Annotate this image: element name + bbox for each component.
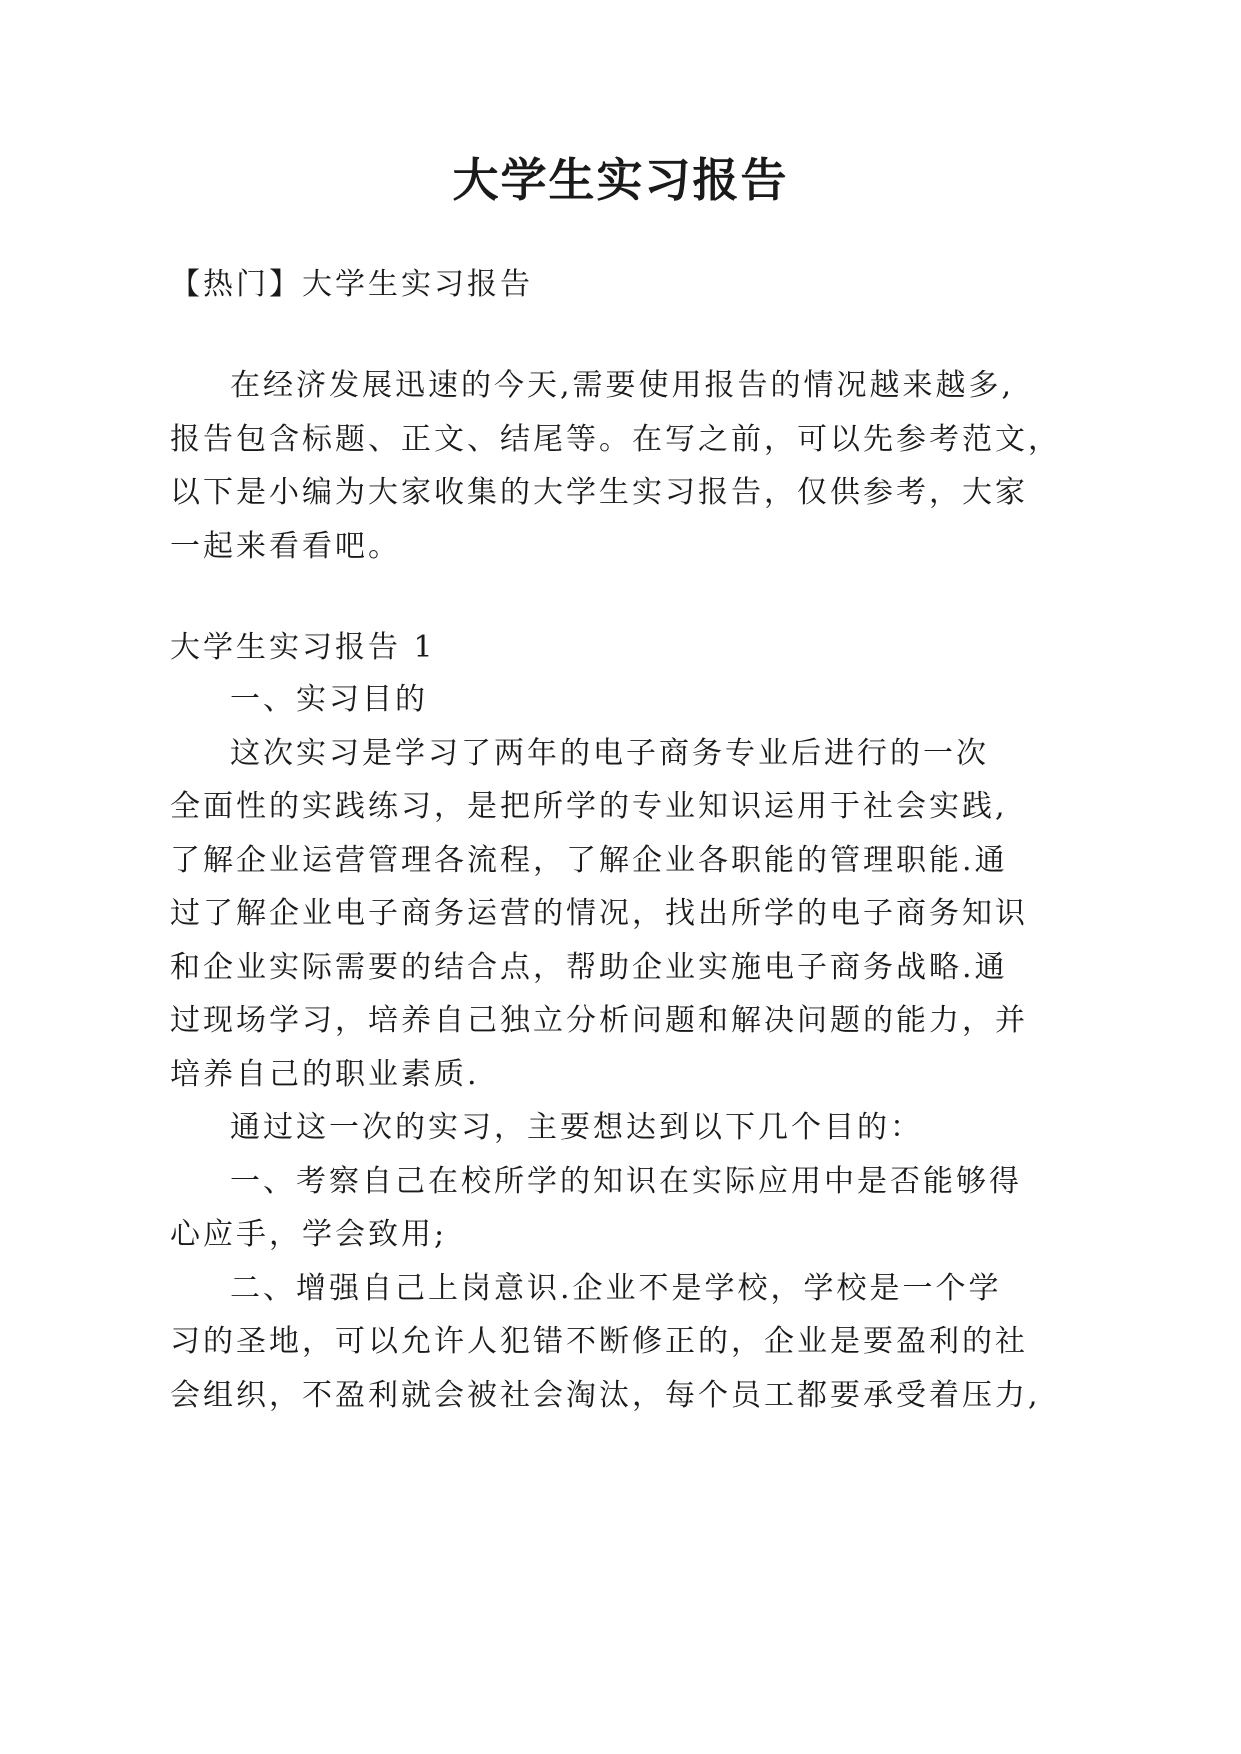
body-line: 全面性的实践练习，是把所学的专业知识运用于社会实践, xyxy=(170,789,1008,824)
body-line: 和企业实际需要的结合点，帮助企业实施电子商务战略.通 xyxy=(170,950,1008,985)
body-line: 培养自己的职业素质. xyxy=(170,1057,480,1092)
intro-line: 报告包含标题、正文、结尾等。在写之前，可以先参考范文， xyxy=(170,422,1061,457)
document-title: 大学生实习报告 xyxy=(452,153,789,207)
document-subtitle: 【热门】大学生实习报告 xyxy=(170,267,533,302)
body-heading: 一、实习目的 xyxy=(230,682,428,717)
body-line: 会组织，不盈利就会被社会淘汰，每个员工都要承受着压力, xyxy=(170,1378,1041,1413)
intro-line: 以下是小编为大家收集的大学生实习报告，仅供参考，大家 xyxy=(170,475,1028,510)
body-line: 过现场学习，培养自己独立分析问题和解决问题的能力，并 xyxy=(170,1003,1028,1038)
intro-line: 在经济发展迅速的今天,需要使用报告的情况越来越多, xyxy=(230,368,1015,403)
body-line: 过了解企业电子商务运营的情况，找出所学的电子商务知识 xyxy=(170,896,1028,931)
body-line: 了解企业运营管理各流程，了解企业各职能的管理职能.通 xyxy=(170,843,1008,878)
body-line: 二、增强自己上岗意识.企业不是学校，学校是一个学 xyxy=(230,1271,1002,1306)
body-line: 习的圣地，可以允许人犯错不断修正的，企业是要盈利的社 xyxy=(170,1324,1028,1359)
body-line: 这次实习是学习了两年的电子商务专业后进行的一次 xyxy=(230,736,989,771)
intro-line: 一起来看看吧。 xyxy=(170,529,401,564)
body-line: 心应手，学会致用; xyxy=(170,1217,448,1252)
body-line: 一、考察自己在校所学的知识在实际应用中是否能够得 xyxy=(230,1164,1022,1199)
body-line: 通过这一次的实习，主要想达到以下几个目的： xyxy=(230,1110,923,1145)
section-heading: 大学生实习报告 1 xyxy=(170,630,436,665)
